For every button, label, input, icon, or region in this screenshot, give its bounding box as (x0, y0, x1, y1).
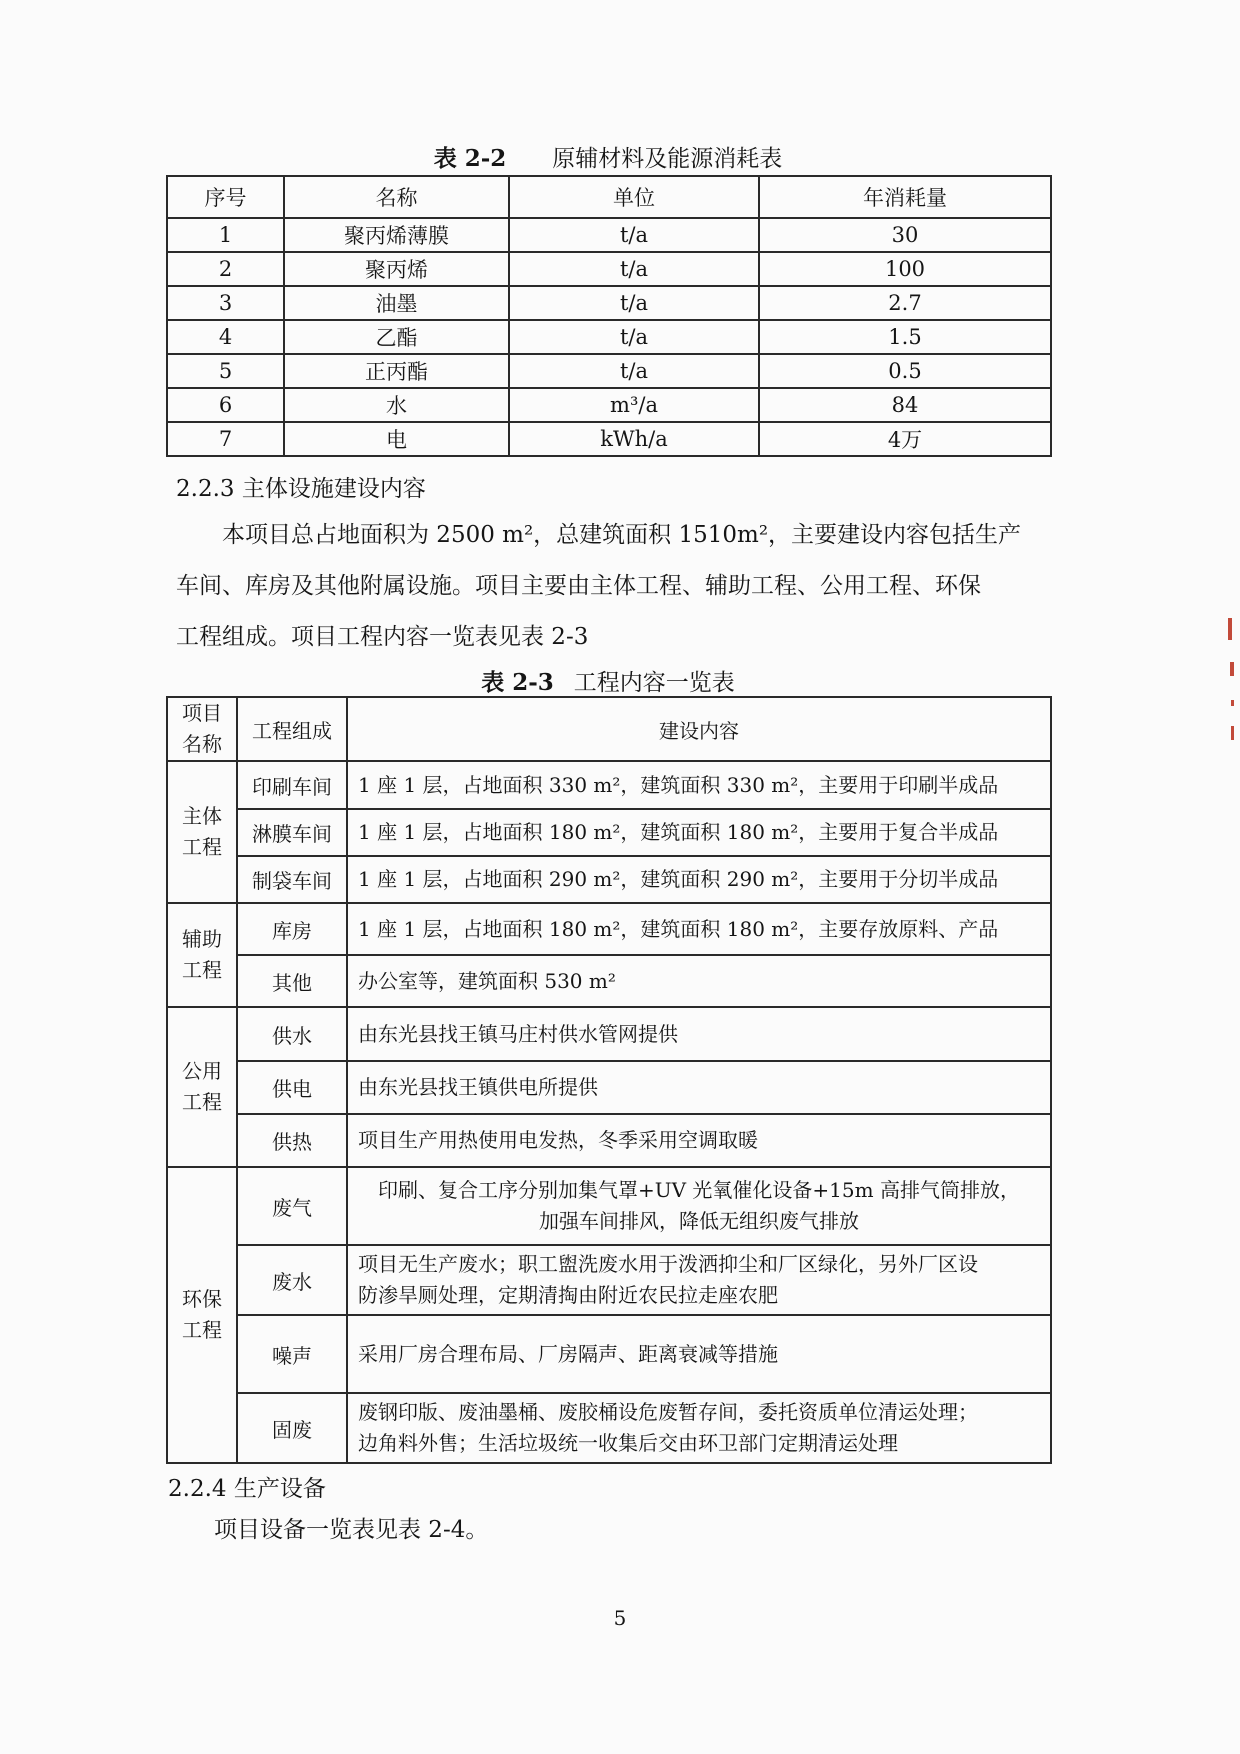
table-row (167, 1315, 1051, 1393)
content-line: 印刷、复合工序分别加集气罩+UV 光氧催化设备+15m 高排气筒排放， (378, 1178, 1020, 1202)
table-cell: 1 (167, 218, 284, 252)
component-cell: 淋膜车间 (237, 809, 347, 856)
section-heading-2-2-4: 2.2.4 生产设备 (168, 1476, 326, 1502)
header-cell: 建设内容 (347, 697, 1051, 761)
table-cell: 7 (167, 422, 284, 456)
table-cell: 5 (167, 354, 284, 388)
component-cell: 废水 (237, 1245, 347, 1315)
section-heading-2-2-3: 2.2.3 主体设施建设内容 (176, 476, 426, 502)
table-cell: t/a (509, 252, 759, 286)
group-name: 工程 (182, 958, 222, 982)
header-cell: 工程组成 (237, 697, 347, 761)
group-cell (167, 761, 237, 903)
component-cell: 供水 (237, 1007, 347, 1061)
component-cell: 固废 (237, 1393, 347, 1463)
content-line: 边角料外售；生活垃圾统一收集后交由环卫部门定期清运处理 (358, 1431, 898, 1455)
header-cell: 序号 (167, 176, 284, 218)
group-name: 环保 (182, 1287, 222, 1311)
table-cell: 正丙酯 (284, 354, 509, 388)
table-row (167, 1245, 1051, 1315)
component-cell: 废气 (237, 1167, 347, 1245)
header-text: 项目 (182, 701, 222, 725)
table-cell: 0.5 (759, 354, 1051, 388)
content-cell (347, 1393, 1051, 1463)
materials-energy-table (166, 175, 1052, 457)
section-2-2-3-paragraph (176, 510, 1056, 663)
content-line: 防渗旱厕处理，定期清掏由附近农民拉走座农肥 (358, 1283, 778, 1307)
table-2-3-caption (166, 664, 1050, 697)
table-2-3-number: 表 2-3 (481, 669, 554, 696)
table-cell: 油墨 (284, 286, 509, 320)
table-cell: 2 (167, 252, 284, 286)
table-2-2-caption (166, 140, 1050, 173)
table-2-2-title: 原辅材料及能源消耗表 (552, 146, 783, 172)
table-cell: 6 (167, 388, 284, 422)
table-row (167, 761, 1051, 809)
table-row (167, 809, 1051, 856)
component-cell: 其他 (237, 955, 347, 1007)
component-cell: 制袋车间 (237, 856, 347, 903)
table-row (167, 1393, 1051, 1463)
content-cell: 办公室等，建筑面积 530 m² (347, 955, 1051, 1007)
table-cell: m³/a (509, 388, 759, 422)
header-text: 名称 (182, 732, 222, 756)
content-cell: 由东光县找王镇供电所提供 (347, 1061, 1051, 1114)
content-cell: 1 座 1 层，占地面积 330 m²，建筑面积 330 m²，主要用于印刷半成品 (347, 761, 1051, 809)
content-line: 加强车间排风，降低无组织废气排放 (539, 1209, 859, 1233)
table-row (167, 903, 1051, 955)
content-cell: 项目生产用热使用电发热，冬季采用空调取暖 (347, 1114, 1051, 1167)
table-cell: 4万 (759, 422, 1051, 456)
group-cell (167, 1167, 237, 1463)
table-cell: 1.5 (759, 320, 1051, 354)
table-cell: 84 (759, 388, 1051, 422)
scan-edge-mark (1231, 700, 1234, 706)
page-number: 5 (613, 1606, 627, 1630)
component-cell: 库房 (237, 903, 347, 955)
content-cell: 1 座 1 层，占地面积 180 m²，建筑面积 180 m²，主要用于复合半成品 (347, 809, 1051, 856)
header-cell: 年消耗量 (759, 176, 1051, 218)
table-row (167, 1167, 1051, 1245)
table-cell: t/a (509, 354, 759, 388)
table-cell: 2.7 (759, 286, 1051, 320)
group-name: 工程 (182, 1090, 222, 1114)
header-cell: 单位 (509, 176, 759, 218)
content-cell: 由东光县找王镇马庄村供水管网提供 (347, 1007, 1051, 1061)
header-cell-item (167, 697, 237, 761)
paragraph-line: 车间、库房及其他附属设施。项目主要由主体工程、辅助工程、公用工程、环保 (176, 573, 981, 599)
scan-edge-mark (1231, 726, 1234, 740)
scan-edge-mark (1228, 618, 1232, 640)
table-cell: 100 (759, 252, 1051, 286)
table-2-2-number: 表 2-2 (433, 145, 507, 172)
content-line: 项目无生产废水；职工盥洗废水用于泼洒抑尘和厂区绿化，另外厂区设 (358, 1252, 978, 1276)
component-cell: 印刷车间 (237, 761, 347, 809)
paragraph-line: 项目设备一览表见表 2-4。 (214, 1517, 489, 1543)
component-cell: 噪声 (237, 1315, 347, 1393)
table-row (167, 1114, 1051, 1167)
paragraph-line: 工程组成。项目工程内容一览表见表 2-3 (176, 624, 589, 650)
group-cell (167, 903, 237, 1007)
table-cell: t/a (509, 218, 759, 252)
table-header-row (167, 176, 1051, 218)
table-cell: 水 (284, 388, 509, 422)
content-cell (347, 1245, 1051, 1315)
table-cell: 4 (167, 320, 284, 354)
table-row (167, 286, 1051, 320)
table-cell: 30 (759, 218, 1051, 252)
scan-edge-mark (1230, 662, 1234, 676)
table-cell: kWh/a (509, 422, 759, 456)
content-cell: 采用厂房合理布局、厂房隔声、距离衰减等措施 (347, 1315, 1051, 1393)
group-name: 工程 (182, 835, 222, 859)
table-cell: t/a (509, 320, 759, 354)
table-row (167, 856, 1051, 903)
table-2-3-title: 工程内容一览表 (573, 670, 735, 696)
table-row (167, 388, 1051, 422)
header-cell: 名称 (284, 176, 509, 218)
component-cell: 供热 (237, 1114, 347, 1167)
table-row (167, 1007, 1051, 1061)
content-cell: 1 座 1 层，占地面积 290 m²，建筑面积 290 m²，主要用于分切半成品 (347, 856, 1051, 903)
paragraph-line: 本项目总占地面积为 2500 m²，总建筑面积 1510m²，主要建设内容包括生产 (222, 522, 1022, 548)
table-cell: 电 (284, 422, 509, 456)
table-row (167, 354, 1051, 388)
table-row (167, 252, 1051, 286)
component-cell: 供电 (237, 1061, 347, 1114)
table-cell: t/a (509, 286, 759, 320)
group-name: 工程 (182, 1318, 222, 1342)
table-cell: 聚丙烯薄膜 (284, 218, 509, 252)
group-name: 辅助 (182, 927, 222, 951)
table-cell: 聚丙烯 (284, 252, 509, 286)
table-header-row (167, 697, 1051, 761)
group-cell (167, 1007, 237, 1167)
project-content-table (166, 696, 1052, 1464)
table-row (167, 955, 1051, 1007)
table-row (167, 422, 1051, 456)
content-cell (347, 1167, 1051, 1245)
content-cell: 1 座 1 层，占地面积 180 m²，建筑面积 180 m²，主要存放原料、产品 (347, 903, 1051, 955)
group-name: 主体 (182, 804, 222, 828)
group-name: 公用 (182, 1059, 222, 1083)
table-row (167, 320, 1051, 354)
table-cell: 乙酯 (284, 320, 509, 354)
table-cell: 3 (167, 286, 284, 320)
table-row (167, 1061, 1051, 1114)
content-line: 废钢印版、废油墨桶、废胶桶设危废暂存间，委托资质单位清运处理； (358, 1400, 978, 1424)
table-row (167, 218, 1051, 252)
section-2-2-4-paragraph (168, 1505, 1048, 1556)
